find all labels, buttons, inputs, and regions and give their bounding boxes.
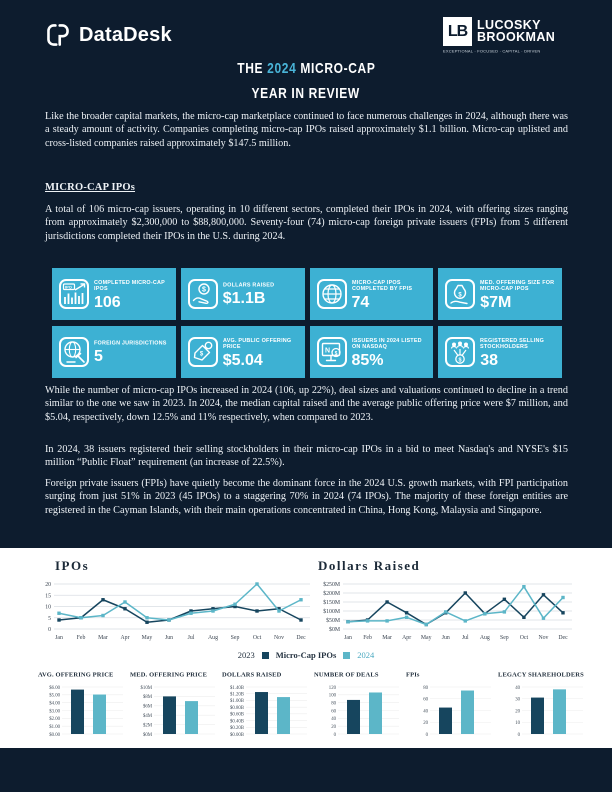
svg-text:Sep: Sep	[500, 635, 509, 641]
svg-text:$0.80B: $0.80B	[230, 705, 244, 711]
dollar-hand-icon	[187, 278, 219, 310]
med-offering-price-chart	[130, 668, 216, 737]
svg-text:$3.00: $3.00	[49, 709, 60, 715]
lb-monogram-icon: LB	[443, 17, 472, 46]
firm-name-line1: LUCOSKY	[477, 18, 541, 32]
stat-label: DOLLARS RAISED	[222, 281, 274, 288]
svg-text:Jul: Jul	[187, 635, 195, 641]
svg-text:$6M: $6M	[142, 704, 152, 710]
stat-tile-median-size	[438, 268, 562, 320]
svg-text:$0.60B: $0.60B	[230, 712, 244, 718]
stat-value: $7M	[480, 294, 512, 312]
svg-text:$0M: $0M	[329, 627, 340, 633]
svg-text:Mar: Mar	[98, 635, 108, 641]
legend-2023-swatch	[262, 652, 269, 659]
globe-gavel-icon	[58, 336, 90, 368]
fpis-bars	[406, 681, 492, 737]
small-chart-title: LEGACY SHAREHOLDERS	[498, 670, 584, 678]
svg-text:Mar: Mar	[382, 635, 392, 641]
svg-text:$: $	[201, 286, 206, 294]
globe-icon	[316, 278, 348, 310]
svg-text:Apr: Apr	[402, 635, 412, 641]
svg-text:Jun: Jun	[164, 635, 174, 641]
stat-label: COMPLETED MICRO-CAP IPOS	[94, 278, 165, 291]
ipos-chart-title: IPOs	[55, 558, 90, 573]
svg-text:10: 10	[45, 604, 51, 611]
legacy-shareholders-bars	[498, 681, 584, 737]
datadesk-logo	[45, 22, 172, 48]
section-heading: MICRO-CAP IPOs	[45, 182, 136, 193]
svg-text:Nov: Nov	[538, 635, 549, 641]
stat-label: AVG. PUBLIC OFFERING PRICE	[222, 336, 292, 349]
svg-text:$6.00: $6.00	[49, 685, 60, 691]
stat-value: 38	[480, 352, 499, 370]
page-title-line1	[0, 60, 612, 78]
legend-series-label: Micro-Cap IPOs	[275, 650, 337, 660]
fpi-paragraph: Foreign private issuers (FPIs) have quietly become the dominant force in the 2024 U.S. growth markets, with FPI participation surging from just 51% in 2023 (45 IPOs) to a staggering 70% in 2024 (74 IPOs). The majority of these foreign entities are registered in the Cayman Islands, with their main operations concentrated in China, Hong Kong, Malaysia and Singapore.	[45, 478, 568, 516]
stat-tile-selling-stockholders	[438, 326, 562, 378]
svg-text:15: 15	[45, 593, 51, 600]
svg-text:$100M: $100M	[323, 609, 340, 615]
svg-text:Aug: Aug	[479, 635, 490, 641]
fpis-chart	[406, 668, 492, 737]
stat-label: REGISTERED SELLING STOCKHOLDERS	[480, 336, 545, 349]
svg-text:120: 120	[328, 685, 336, 691]
svg-text:5: 5	[48, 615, 51, 622]
svg-text:$150M: $150M	[323, 600, 340, 606]
ipo-total-paragraph: A total of 106 micro-cap issuers, operating in 10 different sectors, completed their IPOs in 2024, with offering sizes ranging from approximately $2,300,000 to $88,800,000. Seventy-four (74) micro-cap foreign private issuers (FPIs) from 5 different jurisdictions completed their IPOs in the U.S. during 2024.	[45, 204, 568, 242]
svg-text:60: 60	[423, 697, 428, 703]
svg-text:Dec: Dec	[296, 635, 306, 641]
svg-text:Nov: Nov	[274, 635, 284, 641]
svg-text:60: 60	[331, 709, 336, 715]
svg-text:$0.00B: $0.00B	[230, 732, 244, 737]
stockholders-icon	[444, 336, 476, 368]
datadesk-icon	[45, 22, 71, 48]
stat-tile-avg-offering-price	[181, 326, 305, 378]
stat-value: 74	[351, 294, 370, 312]
svg-text:Dec: Dec	[558, 635, 568, 641]
svg-text:40: 40	[515, 685, 520, 691]
svg-text:$1.40B: $1.40B	[230, 685, 244, 691]
stat-label: FOREIGN JURISDICTIONS	[94, 339, 167, 346]
stat-tile-dollars-raised	[181, 268, 305, 320]
money-bag-hand-icon	[444, 278, 476, 310]
svg-text:$2.00: $2.00	[49, 717, 60, 723]
svg-text:$1.00: $1.00	[49, 724, 60, 730]
stockholders-paragraph: In 2024, 38 issuers registered their selling stockholders in their micro-cap IPOs in a bid to meet Nasdaq's and NYSE's $15 million “Public Float” requirement (an increase of 22.5%).	[45, 444, 568, 469]
svg-text:Aug: Aug	[208, 635, 218, 641]
lucosky-brookman-logo	[443, 17, 585, 58]
dollars-raised-bars	[222, 681, 308, 737]
svg-text:0: 0	[517, 732, 520, 737]
svg-text:Jan: Jan	[55, 635, 63, 641]
svg-text:Feb: Feb	[363, 635, 372, 641]
svg-text:Oct: Oct	[519, 635, 529, 641]
svg-text:$: $	[199, 351, 203, 358]
page-title-line2: YEAR IN REVIEW	[251, 85, 361, 102]
svg-text:$0.20B: $0.20B	[230, 726, 244, 732]
legend-2024-label: 2024	[357, 650, 375, 660]
svg-text:IPO: IPO	[65, 284, 72, 290]
title-pre: THE	[236, 60, 263, 77]
stat-value: 85%	[351, 352, 384, 370]
avg-offering-price-chart	[38, 668, 124, 737]
stat-tile-foreign-jurisdictions	[52, 326, 176, 378]
svg-text:Apr: Apr	[120, 635, 130, 641]
svg-text:$0.40B: $0.40B	[230, 719, 244, 725]
svg-text:40: 40	[331, 717, 336, 723]
stat-value: $1.1B	[222, 289, 266, 307]
svg-text:N: N	[324, 347, 330, 355]
dollars-chart-title: Dollars Raised	[318, 558, 421, 573]
price-tag-icon	[187, 336, 219, 368]
svg-text:20: 20	[45, 582, 51, 588]
title-year: 2024	[266, 60, 297, 77]
small-chart-title: FPIs	[406, 670, 420, 678]
stats-grid	[52, 268, 562, 378]
svg-text:$250M: $250M	[323, 582, 340, 588]
datadesk-wordmark: DataDesk	[79, 23, 172, 46]
svg-text:20: 20	[331, 724, 336, 730]
svg-text:20: 20	[515, 709, 520, 715]
svg-text:$0M: $0M	[142, 732, 152, 737]
svg-text:May: May	[420, 635, 432, 641]
legacy-shareholders-chart	[498, 668, 584, 737]
avg-offering-price-bars	[38, 681, 124, 737]
svg-text:0: 0	[425, 732, 428, 737]
stat-tile-nasdaq-listed	[310, 326, 434, 378]
chart-legend	[0, 650, 612, 660]
svg-text:$10M: $10M	[140, 685, 152, 691]
svg-text:30: 30	[515, 697, 520, 703]
stat-label: MED. OFFERING SIZE FOR MICRO-CAP IPOS	[480, 278, 555, 291]
small-chart-title: MED. OFFERING PRICE	[130, 670, 208, 678]
intro-paragraph: Like the broader capital markets, the micro-cap marketplace continued to face numerous challenges in 2024, although there was a steady amount of activity. Companies completing micro-cap IPOs raised approximately $1.1 billion. Micro-cap uplisted and cross-listed companies raised approximately $147.5 million.	[45, 111, 568, 149]
small-chart-title: NUMBER OF DEALS	[314, 670, 379, 678]
svg-text:$: $	[458, 357, 462, 364]
small-chart-title: AVG. OFFERING PRICE	[38, 670, 114, 678]
svg-text:0: 0	[333, 732, 336, 737]
stat-tile-fpi-ipos	[310, 268, 434, 320]
legend-2023-label: 2023	[237, 650, 255, 660]
charts-panel	[0, 548, 612, 748]
stat-value: 5	[94, 347, 103, 365]
med-offering-price-bars	[130, 681, 216, 737]
svg-text:20: 20	[423, 721, 428, 727]
svg-text:$0.00: $0.00	[49, 732, 60, 737]
svg-text:$50M: $50M	[326, 618, 340, 624]
svg-text:0: 0	[48, 627, 51, 633]
title-post: MICRO-CAP	[300, 60, 376, 77]
svg-text:$2M: $2M	[142, 723, 152, 729]
nasdaq-monitor-icon	[316, 336, 348, 368]
svg-text:$4M: $4M	[142, 714, 152, 719]
svg-text:80: 80	[423, 685, 428, 691]
svg-text:$5.00: $5.00	[49, 693, 60, 699]
svg-text:$200M: $200M	[323, 591, 340, 597]
stat-value: 106	[94, 294, 121, 312]
trend-paragraph: While the number of micro-cap IPOs increased in 2024 (106, up 22%), deal sizes and valuations continued to decline in a trend similar to the one we saw in 2023. In 2024, the median capital raised and the average public offering price were $7 million, and $5.04, respectively, down 12.5% and 11% respectively, when compared to 2023.	[45, 385, 568, 423]
svg-text:$1.20B: $1.20B	[230, 692, 244, 698]
svg-text:10: 10	[515, 721, 520, 727]
svg-text:Oct: Oct	[252, 635, 262, 641]
svg-text:$: $	[458, 292, 462, 299]
stat-label: MICRO-CAP IPOS COMPLETED BY FPIS	[351, 278, 412, 291]
svg-text:$: $	[334, 350, 337, 357]
small-charts-row	[38, 668, 584, 737]
firm-name-line2: BROOKMAN	[477, 29, 556, 44]
legend-2024-swatch	[343, 652, 350, 659]
svg-text:Sep: Sep	[230, 635, 240, 641]
small-chart-title: DOLLARS RAISED	[222, 670, 282, 678]
svg-text:80: 80	[331, 701, 336, 707]
svg-text:Jun: Jun	[441, 635, 450, 641]
svg-text:40: 40	[423, 709, 428, 715]
ipo-chart-icon	[58, 278, 90, 310]
svg-text:Jul: Jul	[461, 635, 469, 641]
firm-tagline: EXCEPTIONAL · FOCUSED · CAPITAL · DRIVEN	[443, 49, 541, 54]
dollars-raised-chart	[222, 668, 308, 737]
svg-text:100: 100	[328, 693, 336, 699]
svg-text:$1.00B: $1.00B	[230, 699, 244, 705]
svg-text:Jan: Jan	[344, 635, 352, 641]
number-of-deals-bars	[314, 681, 400, 737]
stat-label: ISSUERS IN 2024 LISTED ON NASDAQ	[351, 336, 422, 349]
svg-text:Feb: Feb	[76, 635, 86, 641]
footer-bar	[0, 748, 612, 792]
svg-text:$8M: $8M	[142, 695, 152, 701]
svg-text:May: May	[141, 635, 153, 641]
svg-text:$4.00: $4.00	[49, 701, 60, 707]
number-of-deals-chart	[314, 668, 400, 737]
ipos-line-chart	[40, 580, 312, 642]
dollars-line-chart	[316, 580, 574, 642]
stat-value: $5.04	[222, 352, 263, 370]
stat-tile-completed-ipos	[52, 268, 176, 320]
